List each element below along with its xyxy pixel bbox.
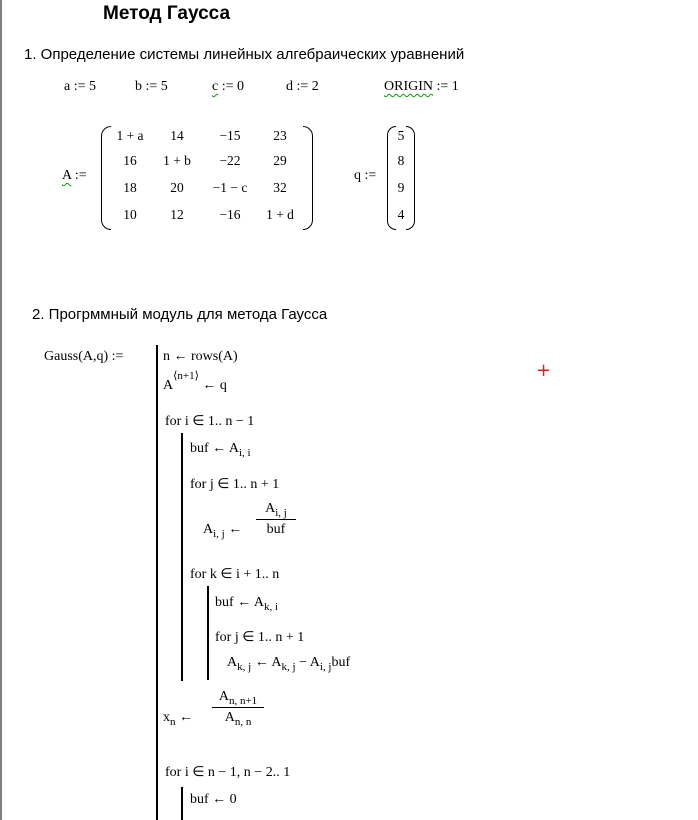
matrix-a-assign: :=: [74, 168, 87, 183]
program-bar-outer: [156, 345, 158, 820]
matrix-a-cell: −15: [219, 128, 241, 143]
fraction-numerator: [212, 689, 264, 705]
program-token: i, j: [213, 527, 225, 540]
param-c-value: := 0: [218, 79, 245, 94]
fraction-denominator: [212, 710, 264, 726]
matrix-a-cell: 18: [123, 180, 137, 195]
program-line-for-i-back[interactable]: for i ∈ n − 1, n − 2.. 1: [165, 765, 291, 780]
matrix-a-cell: −16: [219, 207, 241, 222]
program-bar-for-i: [181, 433, 183, 681]
program-token: ← q: [198, 378, 227, 393]
matrix-a-label: A: [62, 168, 72, 183]
param-d[interactable]: d := 2: [286, 79, 319, 94]
vector-q-cell: 4: [397, 207, 405, 222]
param-c[interactable]: [212, 79, 244, 95]
matrix-a-cell: −1 − c: [212, 180, 248, 195]
program-token: A: [203, 522, 214, 537]
fraction-bar: [212, 707, 264, 708]
program-line-buf-aki[interactable]: [215, 595, 278, 611]
program-fraction-aij-buf[interactable]: [256, 501, 296, 538]
program-token: A: [218, 689, 229, 704]
matrix-a-cell: 29: [273, 153, 287, 168]
program-line-for-j-inner[interactable]: for j ∈ 1.. n + 1: [215, 630, 305, 645]
program-token: A: [224, 710, 235, 725]
fraction-numerator: [256, 501, 296, 517]
program-token: ←: [175, 710, 193, 725]
program-line-akj-update[interactable]: [227, 655, 350, 671]
program-token: ⟨n+1⟩: [173, 370, 199, 383]
program-token: − A: [295, 655, 320, 670]
param-b[interactable]: b := 5: [135, 79, 168, 94]
matrix-a-cell: 12: [170, 207, 184, 222]
matrix-a-cell: 16: [123, 153, 137, 168]
program-token: k, j: [281, 660, 296, 673]
matrix-a-cell: 23: [273, 128, 287, 143]
insertion-cursor-icon: +: [536, 360, 552, 381]
program-token: ←: [224, 522, 243, 537]
gauss-function-head[interactable]: Gauss(A,q) :=: [44, 349, 124, 364]
vector-q-assignment[interactable]: [354, 168, 376, 184]
program-line-aij-lhs[interactable]: [203, 522, 242, 538]
matrix-a-right-paren: [303, 126, 313, 230]
vector-q-label: q: [354, 168, 361, 183]
matrix-a-cell: 1 + a: [116, 128, 144, 143]
program-token: i, j: [275, 506, 287, 519]
matrix-a-cell: −22: [219, 153, 241, 168]
section1-heading: 1. Определение системы линейных алгебраических уравнений: [24, 46, 465, 63]
program-bar-for-k: [207, 586, 209, 680]
fraction-denominator: buf: [266, 522, 286, 537]
program-fraction-xn[interactable]: [212, 689, 264, 726]
matrix-a-cell: 1 + b: [163, 153, 191, 168]
program-line-buf-aii[interactable]: [190, 441, 251, 457]
vector-q-cell: 5: [397, 128, 405, 143]
matrix-a-assignment[interactable]: [62, 168, 87, 184]
vector-q-cell: 9: [397, 180, 405, 195]
program-token: n, n+1: [228, 694, 258, 707]
matrix-a-cell: 32: [273, 180, 287, 195]
origin-name: ORIGIN: [384, 79, 433, 94]
matrix-a-cell: 20: [170, 180, 184, 195]
section2-heading: 2. Прогрммный модуль для метода Гаусса: [32, 306, 328, 323]
param-origin[interactable]: [384, 79, 459, 95]
program-bar-for-i-back: [181, 787, 183, 820]
param-c-name: c: [212, 79, 219, 94]
window-left-border: [0, 0, 2, 820]
program-token: k, j: [237, 660, 252, 673]
origin-value: := 1: [433, 79, 459, 94]
program-token: i, i: [239, 446, 251, 459]
program-token: A: [265, 501, 276, 516]
program-token: k, i: [264, 600, 279, 613]
program-line-for-j[interactable]: for j ∈ 1.. n + 1: [190, 477, 280, 492]
vector-q-cell: 8: [397, 153, 405, 168]
program-token: i, j: [319, 660, 332, 673]
program-token: ← A: [251, 655, 282, 670]
program-line-n-rows[interactable]: n ← rows(A): [163, 349, 238, 364]
program-token: buf: [331, 655, 351, 670]
vector-q-assign: :=: [364, 168, 377, 183]
program-line-xn-lhs[interactable]: [163, 710, 193, 726]
program-line-for-k[interactable]: for k ∈ i + 1.. n: [190, 567, 280, 582]
matrix-a-cell: 1 + d: [266, 207, 294, 222]
program-token: buf ← A: [190, 441, 239, 456]
program-line-for-i[interactable]: for i ∈ 1.. n − 1: [165, 414, 255, 429]
program-token: A: [163, 378, 174, 393]
program-token: x: [163, 710, 170, 725]
program-token: n: [170, 715, 176, 728]
program-line-buf-zero[interactable]: buf ← 0: [190, 792, 237, 807]
program-token: buf ← A: [215, 595, 264, 610]
document-title: Метод Гаусса: [103, 3, 231, 24]
program-line-augment[interactable]: [163, 370, 227, 394]
param-a[interactable]: a := 5: [64, 79, 96, 94]
matrix-a-cell: 14: [170, 128, 184, 143]
fraction-bar: [256, 519, 296, 520]
program-token: n, n: [234, 715, 252, 728]
matrix-a-cell: 10: [123, 207, 137, 222]
program-token: A: [227, 655, 238, 670]
